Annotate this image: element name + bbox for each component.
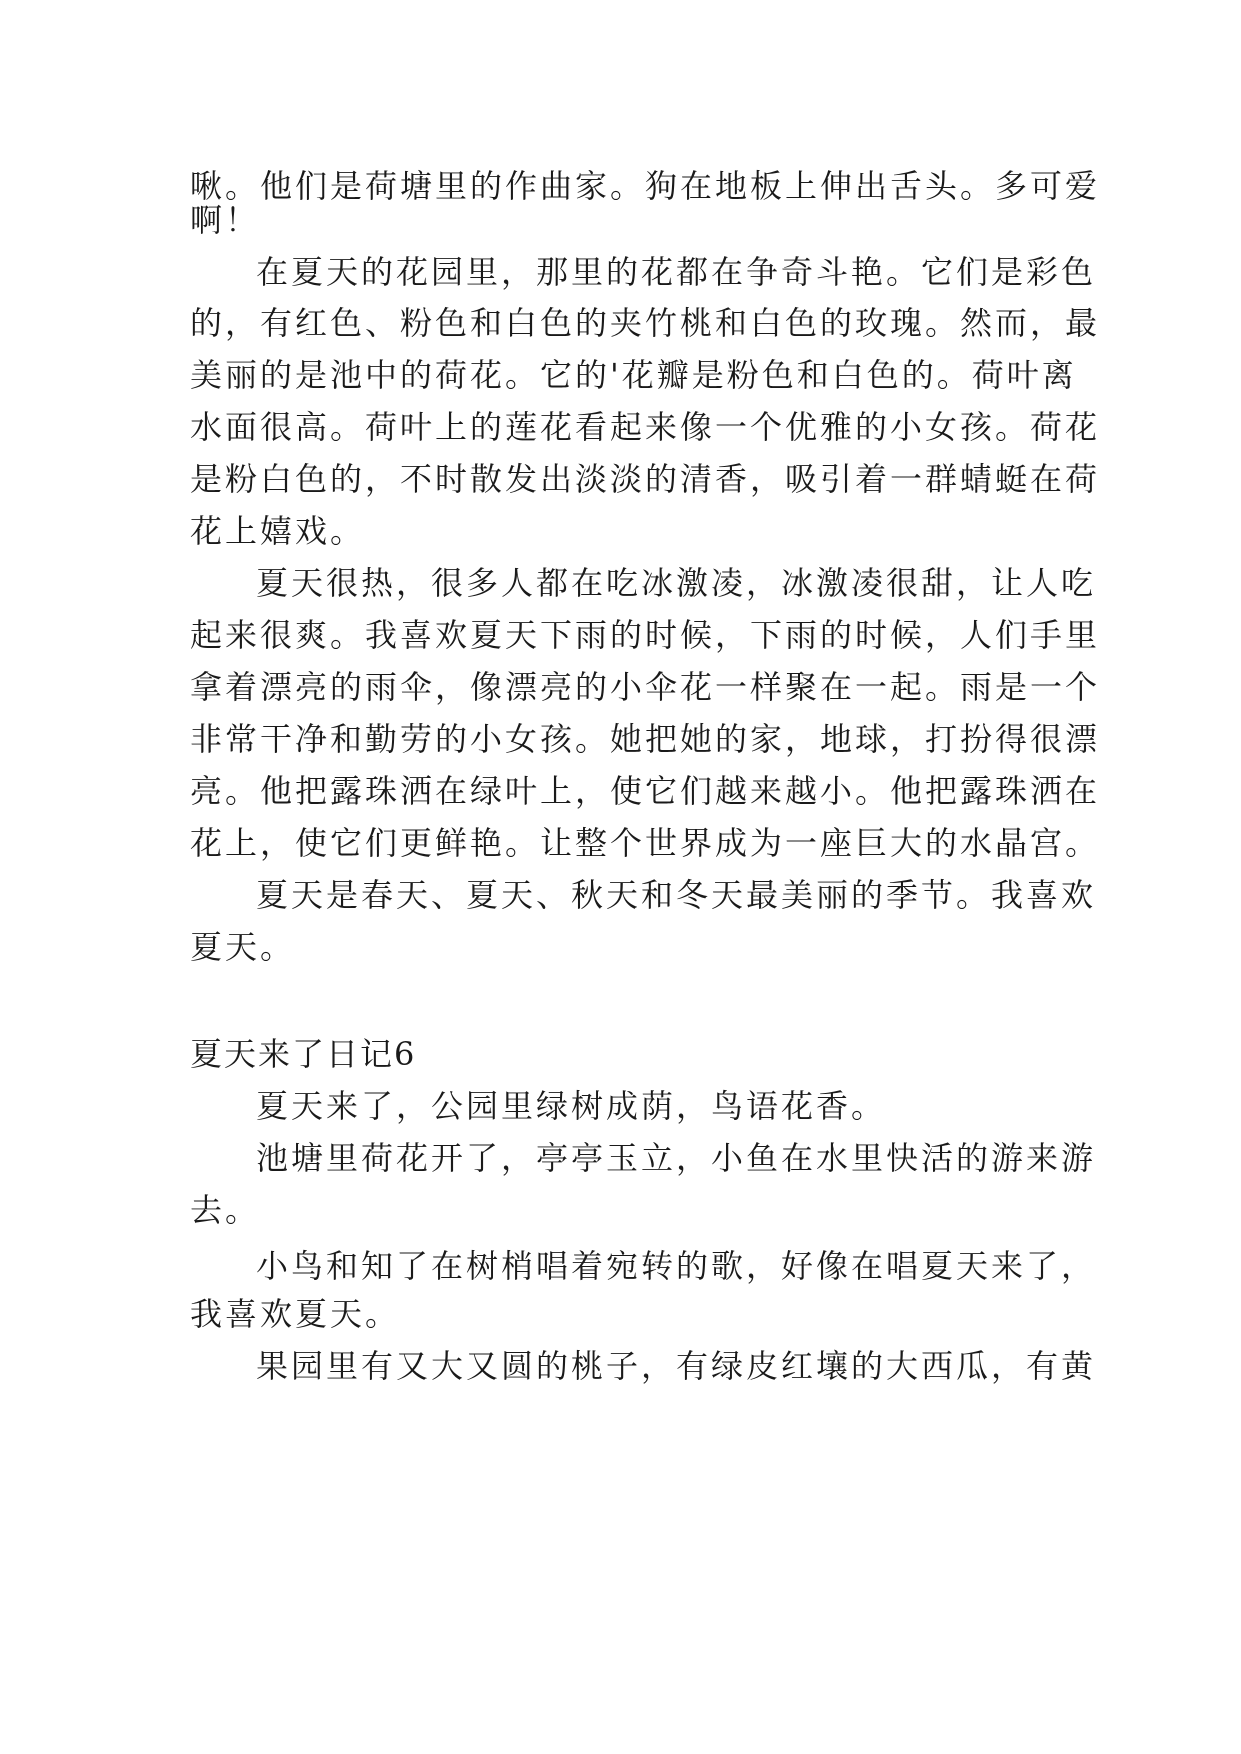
paragraph-line: 池塘里荷花开了，亭亭玉立，小鱼在水里快活的游来游 [256, 1139, 1097, 1177]
paragraph-line: 在夏天的花园里，那里的花都在争奇斗艳。它们是彩色 [256, 253, 1097, 291]
text-line: 我喜欢夏天。 [190, 1295, 401, 1333]
paragraph-line: 夏天是春天、夏天、秋天和冬天最美丽的季节。我喜欢 [256, 876, 1097, 914]
text-line: 花上嬉戏。 [190, 512, 366, 550]
text-line: 的，有红色、粉色和白色的夹竹桃和白色的玫瑰。然而，最 [190, 304, 1101, 342]
text-line: 是粉白色的，不时散发出淡淡的清香，吸引着一群蜻蜓在荷 [190, 460, 1101, 498]
section-title: 夏天来了日记6 [190, 1035, 417, 1073]
text-line: 啊！ [190, 201, 261, 239]
paragraph-line: 夏天很热，很多人都在吃冰激凌，冰激凌很甜，让人吃 [256, 564, 1097, 602]
text-line: 去。 [190, 1191, 261, 1229]
text-line: 起来很爽。我喜欢夏天下雨的时候，下雨的时候，人们手里 [190, 616, 1101, 654]
paragraph-line: 夏天来了，公园里绿树成荫，鸟语花香。 [256, 1087, 887, 1125]
paragraph-line: 小鸟和知了在树梢唱着宛转的歌，好像在唱夏天来了， [256, 1247, 1097, 1285]
text-line: 拿着漂亮的雨伞，像漂亮的小伞花一样聚在一起。雨是一个 [190, 668, 1101, 706]
text-line: 非常干净和勤劳的小女孩。她把她的家，地球，打扮得很漂 [190, 720, 1101, 758]
text-line: 夏天。 [190, 928, 296, 966]
paragraph-line: 果园里有又大又圆的桃子，有绿皮红壤的大西瓜，有黄 [256, 1347, 1097, 1385]
text-line: 美丽的是池中的荷花。它的'花瓣是粉色和白色的。荷叶离 [190, 356, 1077, 394]
text-line: 花上，使它们更鲜艳。让整个世界成为一座巨大的水晶宫。 [190, 824, 1101, 862]
text-line: 水面很高。荷叶上的莲花看起来像一个优雅的小女孩。荷花 [190, 408, 1101, 446]
text-line: 啾。他们是荷塘里的作曲家。狗在地板上伸出舌头。多可爱 [190, 167, 1101, 205]
text-line: 亮。他把露珠洒在绿叶上，使它们越来越小。他把露珠洒在 [190, 772, 1101, 810]
